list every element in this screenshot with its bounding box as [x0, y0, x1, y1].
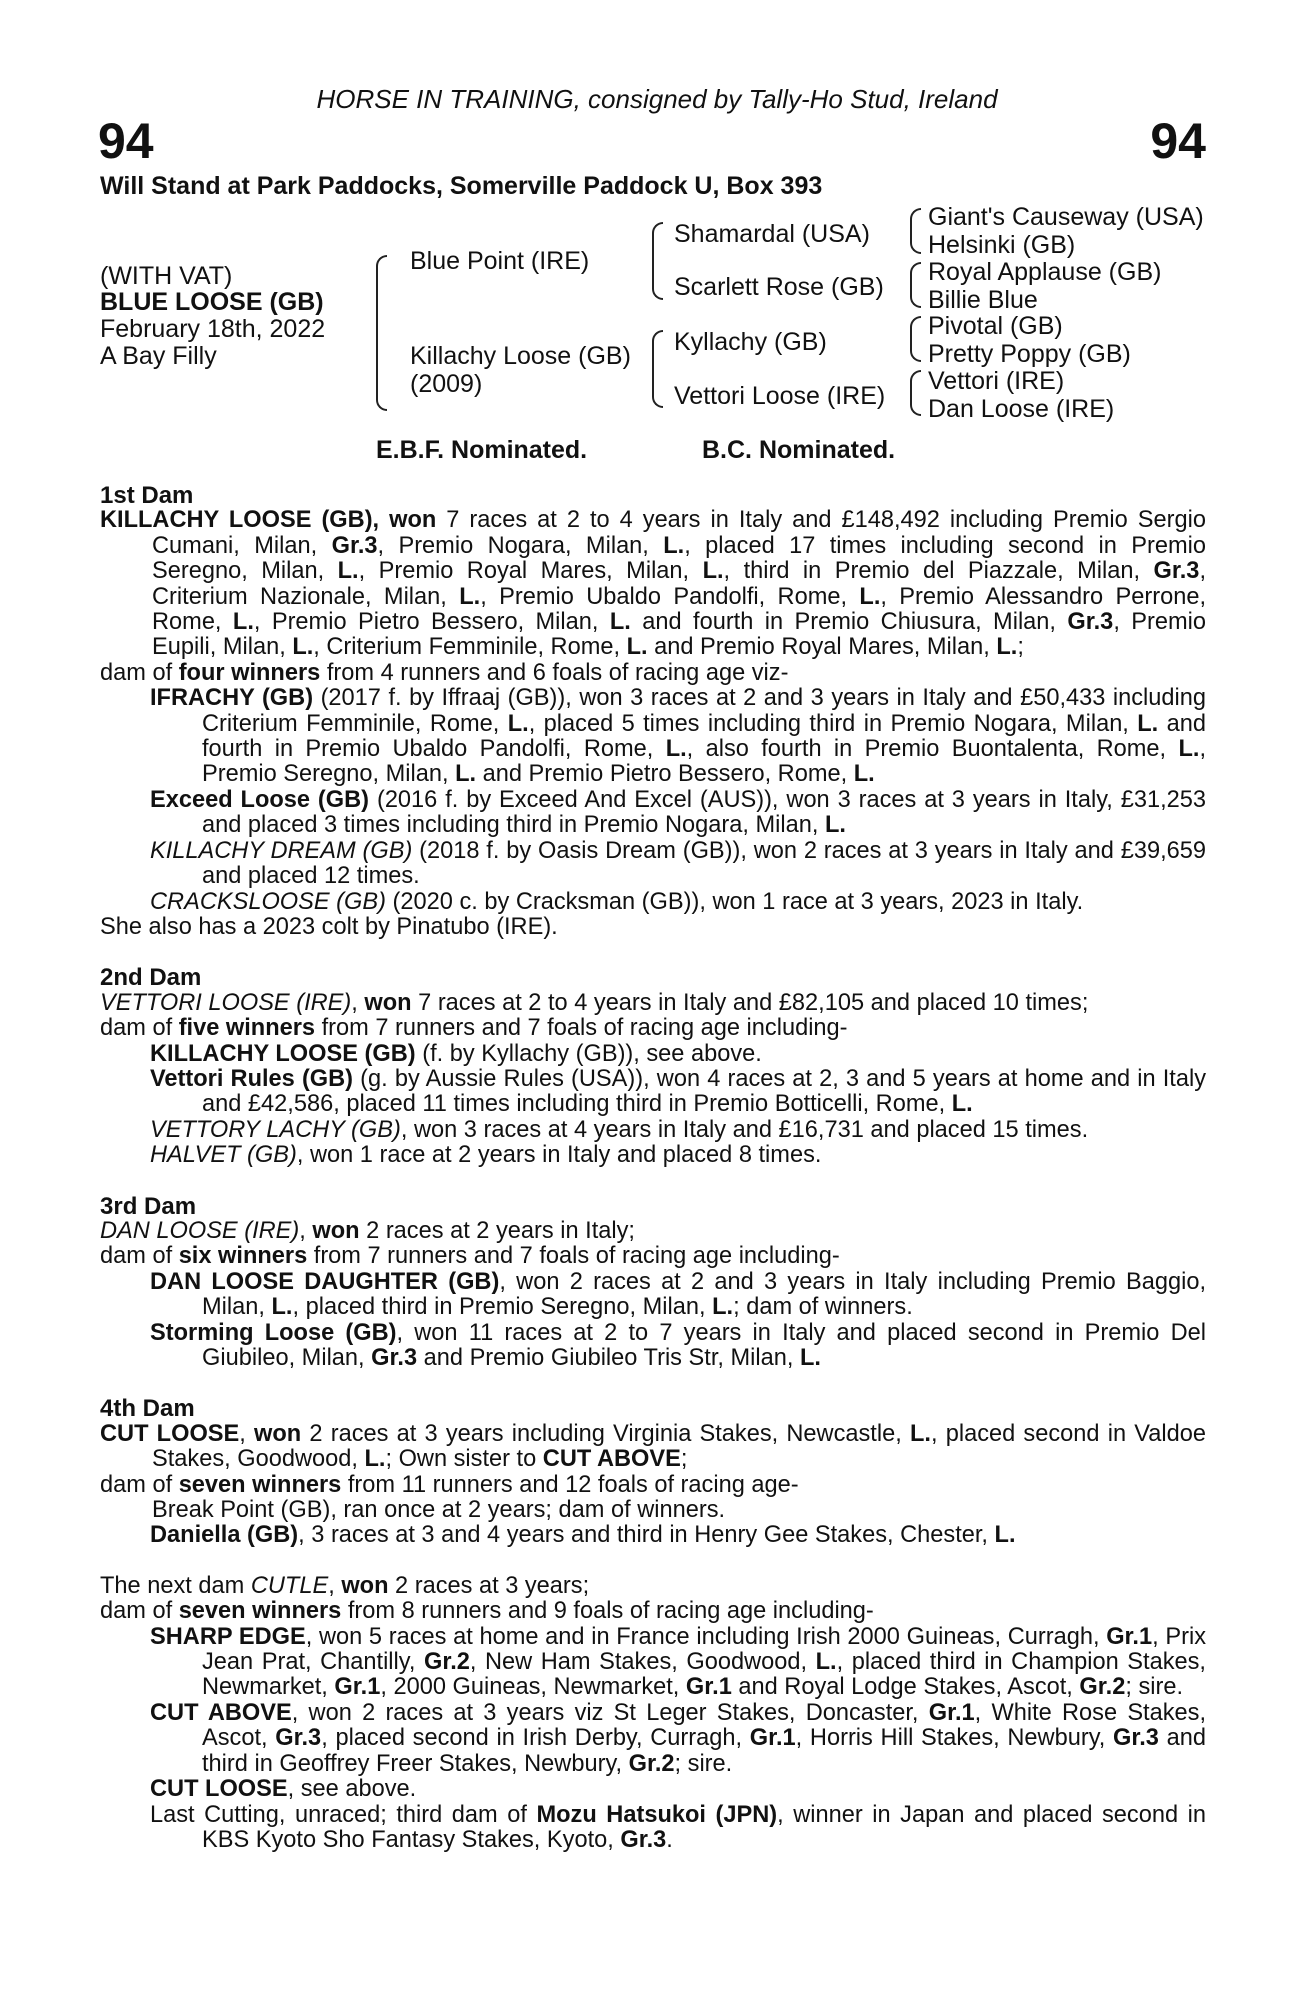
pedigree-ssd: Helsinki (GB)	[928, 231, 1076, 259]
fourth-dam-produce-summary: dam of seven winners from 11 runners and 12 foals of racing age-	[100, 1471, 799, 1498]
bracket-generation-1	[376, 255, 387, 411]
bracket-g3-1	[910, 208, 921, 254]
bracket-g3-4	[910, 370, 921, 416]
produce-break-point: Break Point (GB), ran once at 2 years; dam of winners.	[152, 1497, 726, 1524]
catalogue-header: HORSE IN TRAINING, consigned by Tally-Ho Stud, Ireland	[316, 84, 998, 114]
pedigree-ddd: Dan Loose (IRE)	[928, 395, 1115, 423]
third-dam-entry: DAN LOOSE (IRE), won 2 races at 2 years in Italy;	[100, 1217, 635, 1244]
produce-sharp-edge: SHARP EDGE, won 5 races at home and in France including Irish 2000 Guineas, Curragh, Gr.1, Prix Jean Prat, Chantilly, Gr.2, New Ham Stakes, Goodwood, L., placed third in Champion Stakes, Newmarket, Gr.1, 2000 Guineas, Newmarket, Gr.1 and Royal Lodge Stakes, Ascot, Gr.2; sire.	[150, 1623, 1206, 1701]
pedigree-dam-dam: Vettori Loose (IRE)	[674, 382, 886, 410]
pedigree-dam-year: (2009)	[410, 370, 483, 398]
third-dam-heading: 3rd Dam	[100, 1192, 197, 1220]
bracket-g3-3	[910, 316, 921, 362]
produce-killachy-dream: KILLACHY DREAM (GB) (2018 f. by Oasis Dream (GB)), won 2 races at 3 years in Italy and £39,659 and placed 12 times.	[150, 837, 1206, 890]
produce-exceed-loose: Exceed Loose (GB) (2016 f. by Exceed And Excel (AUS)), won 3 races at 3 years in Italy, £31,253 and placed 3 times including third in Premio Nogara, Milan, L.	[150, 786, 1206, 839]
produce-cut-above: CUT ABOVE, won 2 races at 3 years viz St Leger Stakes, Doncaster, Gr.1, White Rose Stakes, Ascot, Gr.3, placed second in Irish Derby, Curragh, Gr.1, Horris Hill Stakes, Newbury, Gr.3 and third in Geoffrey Freer Stakes, Newbury, Gr.2; sire.	[150, 1699, 1207, 1777]
second-dam-produce-summary: dam of five winners from 7 runners and 7 foals of racing age including-	[100, 1015, 848, 1042]
horse-description: A Bay Filly	[100, 342, 217, 370]
pedigree-sss: Giant's Causeway (USA)	[928, 203, 1204, 231]
next-dam-produce-summary: dam of seven winners from 8 runners and 9 foals of racing age including-	[100, 1598, 874, 1625]
first-dam-entry: KILLACHY LOOSE (GB), won 7 races at 2 to 4 years in Italy and £148,492 including Premio Sergio Cumani, Milan, Gr.3, Premio Nogara, Milan, L., placed 17 times including second in Premio Seregno, Milan, L., Premio Royal Mares, Milan, L., third in Premio del Piazzale, Milan, Gr.3, Criterium Nazionale, Milan, L., Premio Ubaldo Pandolfi, Rome, L., Premio Alessandro Perrone, Rome, L., Premio Pietro Bessero, Milan, L. and fourth in Premio Chiusura, Milan, Gr.3, Premio Eupili, Milan, L., Criterium Femminile, Rome, L. and Premio Royal Mares, Milan, L.;	[100, 507, 1207, 661]
next-dam-entry: The next dam CUTLE, won 2 races at 3 years;	[100, 1572, 590, 1599]
produce-record	[100, 483, 1206, 1853]
pedigree-dds: Vettori (IRE)	[928, 367, 1065, 395]
produce-cut-loose: CUT LOOSE, see above.	[150, 1776, 417, 1803]
pedigree-dam-sire: Kyllachy (GB)	[674, 328, 827, 356]
bracket-dam-line	[652, 330, 663, 408]
first-dam-note: She also has a 2023 colt by Pinatubo (IRE).	[100, 913, 558, 940]
pedigree-dam: Killachy Loose (GB)	[410, 342, 631, 370]
lot-number-left: 94	[98, 113, 154, 169]
pedigree-dsd: Pretty Poppy (GB)	[928, 340, 1131, 368]
fourth-dam-entry: CUT LOOSE, won 2 races at 3 years including Virginia Stakes, Newcastle, L., placed second in Valdoe Stakes, Goodwood, L.; Own sister to CUT ABOVE;	[100, 1420, 1206, 1473]
first-dam-heading: 1st Dam	[100, 482, 194, 509]
produce-ifrachy: IFRACHY (GB) (2017 f. by Iffraaj (GB)), won 3 races at 2 and 3 years in Italy and £50,433 including Criterium Femminile, Rome, L., placed 5 times including third in Premio Nogara, Milan, L. and fourth in Premio Ubaldo Pandolfi, Rome, L., also fourth in Premio Buontalenta, Rome, L., Premio Seregno, Milan, L. and Premio Pietro Bessero, Rome, L.	[150, 685, 1207, 788]
produce-dan-loose-daughter: DAN LOOSE DAUGHTER (GB), won 2 races at 2 and 3 years in Italy including Premio Baggio, Milan, L., placed third in Premio Seregno, Milan, L.; dam of winners.	[150, 1268, 1207, 1321]
produce-halvet: HALVET (GB), won 1 race at 2 years in Italy and placed 8 times.	[150, 1142, 822, 1169]
second-dam-entry: VETTORI LOOSE (IRE), won 7 races at 2 to 4 years in Italy and £82,105 and placed 10 times;	[100, 989, 1089, 1016]
ebf-nomination: E.B.F. Nominated.	[376, 436, 588, 464]
foaling-date: February 18th, 2022	[100, 315, 326, 343]
first-dam-produce-summary: dam of four winners from 4 runners and 6 foals of racing age viz-	[100, 659, 789, 686]
second-dam-heading: 2nd Dam	[100, 964, 202, 992]
produce-vettory-lachy: VETTORY LACHY (GB), won 3 races at 4 years in Italy and £16,731 and placed 15 times.	[150, 1116, 1089, 1143]
produce-killachy-loose: KILLACHY LOOSE (GB) (f. by Kyllachy (GB)), see above.	[150, 1040, 762, 1067]
pedigree-dss: Pivotal (GB)	[928, 312, 1063, 340]
pedigree-sire-sire: Shamardal (USA)	[674, 220, 870, 248]
pedigree-sds: Royal Applause (GB)	[928, 258, 1162, 286]
produce-last-cutting: Last Cutting, unraced; third dam of Mozu Hatsukoi (JPN), winner in Japan and placed second in KBS Kyoto Sho Fantasy Stakes, Kyoto, Gr.3.	[150, 1801, 1206, 1853]
bracket-sire-line	[652, 222, 663, 300]
produce-storming-loose: Storming Loose (GB), won 11 races at 2 to 7 years in Italy and placed second in Premio Del Giubileo, Milan, Gr.3 and Premio Giubileo Tris Str, Milan, L.	[150, 1319, 1206, 1371]
fourth-dam-heading: 4th Dam	[100, 1395, 195, 1423]
pedigree-sdd: Billie Blue	[928, 286, 1038, 314]
bc-nomination: B.C. Nominated.	[702, 436, 896, 464]
pedigree-sire: Blue Point (IRE)	[410, 247, 590, 275]
produce-cracksloose: CRACKSLOOSE (GB) (2020 c. by Cracksman (GB)), won 1 race at 3 years, 2023 in Italy.	[150, 888, 1084, 915]
pedigree-sire-dam: Scarlett Rose (GB)	[674, 273, 884, 301]
vat-note: (WITH VAT)	[100, 262, 233, 290]
produce-vettori-rules: Vettori Rules (GB) (g. by Aussie Rules (USA)), won 4 races at 2, 3 and 5 years at home and in Italy and £42,586, placed 11 times including third in Premio Botticelli, Rome, L.	[150, 1065, 1206, 1118]
stand-location: Will Stand at Park Paddocks, Somerville Paddock U, Box 393	[100, 172, 823, 200]
third-dam-produce-summary: dam of six winners from 7 runners and 7 foals of racing age including-	[100, 1243, 840, 1270]
horse-name: BLUE LOOSE (GB)	[100, 288, 324, 316]
produce-daniella: Daniella (GB), 3 races at 3 and 4 years and third in Henry Gee Stakes, Chester, L.	[150, 1522, 1016, 1549]
lot-number-right: 94	[1150, 113, 1206, 169]
bracket-g3-2	[910, 262, 921, 308]
